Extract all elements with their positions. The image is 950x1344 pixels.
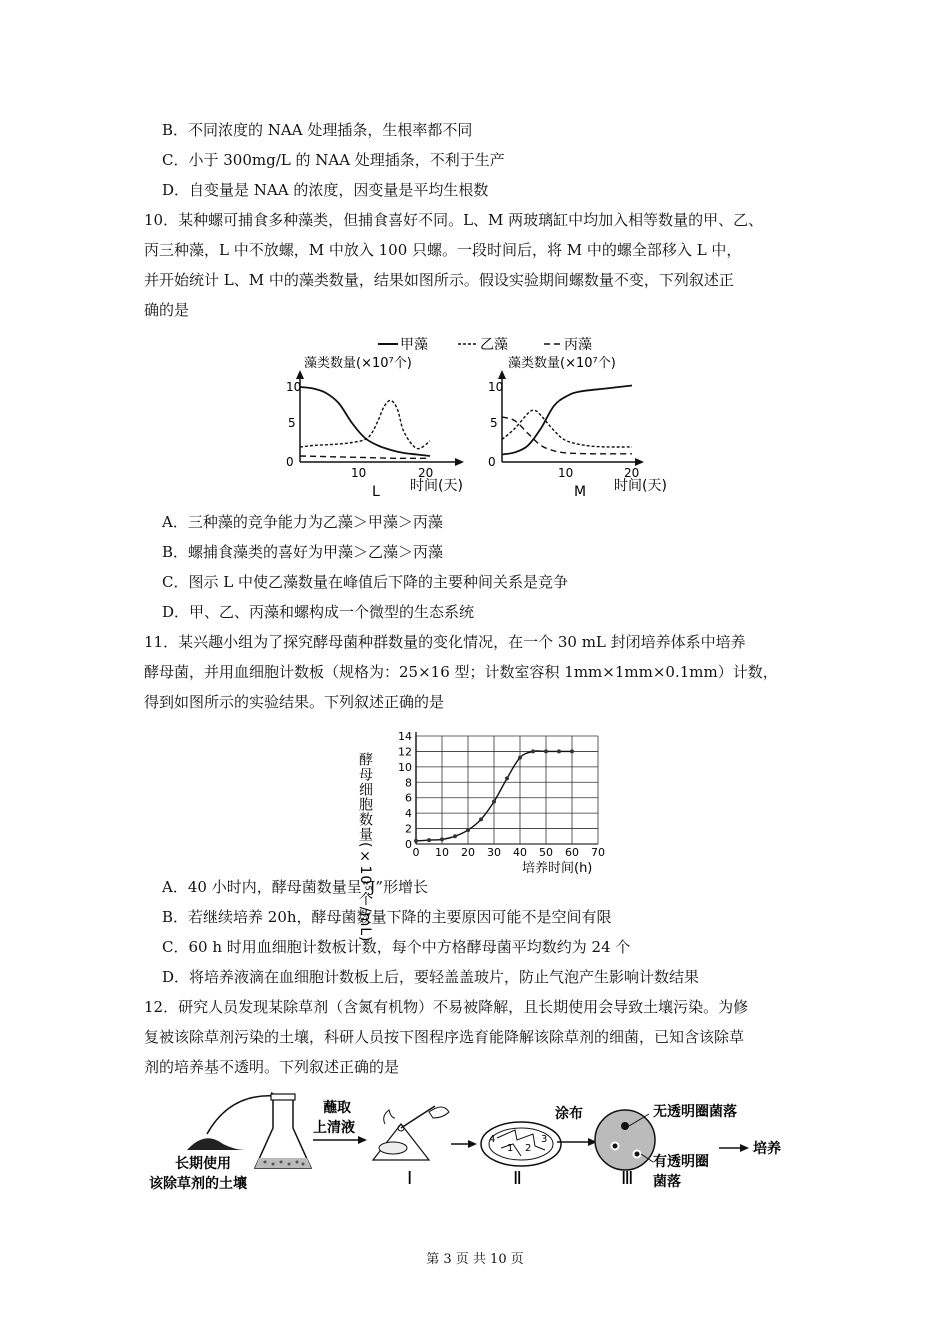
- halo-label: 有透明圈: [653, 1154, 709, 1170]
- halo-label: 菌落: [653, 1174, 681, 1190]
- q10-option-d: D．甲、乙、丙藻和螺构成一个微型的生态系统: [162, 603, 475, 621]
- step-label: Ⅰ: [407, 1168, 413, 1189]
- step-label: Ⅱ: [513, 1168, 522, 1189]
- spread-label: 涂布: [555, 1106, 583, 1122]
- y-tick-label: 10: [286, 380, 302, 394]
- x-tick-label: 20: [418, 466, 434, 480]
- y-tick-label: 0: [488, 455, 496, 469]
- bacteria-screening-diagram: [145, 1088, 805, 1208]
- data-point: [466, 828, 470, 832]
- data-point: [453, 834, 457, 838]
- dish-number: 3: [541, 1134, 548, 1145]
- q11-stem-line: 酵母菌，并用血细胞计数板（规格为：25×16 型；计数室容积 1mm×1mm×0.1mm）计数，: [144, 663, 778, 681]
- legend-label: 乙藻: [480, 337, 508, 353]
- series-line-丙藻: [502, 417, 632, 454]
- legend-label: 丙藻: [564, 337, 592, 353]
- colony-plate-icon: [595, 1110, 655, 1170]
- q11-stem-line: 得到如图所示的实验结果。下列叙述正确的是: [144, 693, 445, 711]
- soil-label: 该除草剂的土壤: [149, 1176, 247, 1192]
- step-label: Ⅲ: [621, 1168, 634, 1189]
- y-tick-label: 2: [405, 822, 412, 836]
- q11-option-d: D．将培养液滴在血细胞计数板上后，要轻盖盖玻片，防止气泡产生影响计数结果: [162, 968, 700, 986]
- y-tick-label: 10: [398, 760, 412, 774]
- data-point: [557, 749, 561, 753]
- data-point: [427, 838, 431, 842]
- q10-stem-line: 丙三种藻，L 中不放螺，M 中放入 100 只螺。一段时间后，将 M 中的螺全部移入 L 中，: [144, 241, 742, 259]
- legend-label: 甲藻: [400, 337, 428, 353]
- page-footer: 第 3 页 共 10 页: [426, 1252, 524, 1267]
- soil-mound-icon: [187, 1138, 245, 1150]
- q9-option-d: D．自变量是 NAA 的浓度，因变量是平均生根数: [162, 181, 489, 199]
- dip-label: 上清液: [313, 1120, 355, 1136]
- dish-number: 4: [489, 1134, 496, 1145]
- y-tick-label: 0: [286, 455, 294, 469]
- q9-option-b: B．不同浓度的 NAA 处理插条，生根率都不同: [162, 121, 473, 139]
- data-point: [440, 837, 444, 841]
- series-line-甲藻: [300, 387, 430, 456]
- series-line-乙藻: [502, 410, 632, 447]
- q11-stem-line: 11．某兴趣小组为了探究酵母菌种群数量的变化情况，在一个 30 mL 封闭培养体系中培养: [144, 633, 746, 651]
- data-point: [479, 817, 483, 821]
- chart-legend: [378, 336, 592, 353]
- algae-chart-figure: [282, 330, 682, 506]
- dish-number: 2: [525, 1143, 532, 1154]
- x-tick-label: 70: [591, 846, 605, 859]
- y-axis-label: 藻类数量(×10⁷个): [508, 356, 616, 371]
- y-tick-label: 0: [405, 838, 412, 851]
- chart-l: [286, 355, 464, 500]
- culture-label: 培养: [753, 1141, 781, 1157]
- x-tick-label: 10: [558, 466, 574, 480]
- y-tick-label: 4: [405, 807, 412, 821]
- q10-option-a: A．三种藻的竞争能力为乙藻＞甲藻＞丙藻: [162, 513, 443, 531]
- x-tick-label: 40: [513, 846, 527, 859]
- q10-option-b: B．螺捕食藻类的喜好为甲藻＞乙藻＞丙藻: [162, 543, 444, 561]
- q10-stem-line: 确的是: [144, 301, 190, 319]
- chart-title: L: [372, 484, 380, 500]
- y-tick-label: 8: [405, 776, 412, 790]
- flask-icon: [255, 1094, 311, 1168]
- y-axis-label: 藻类数量(×10⁷个): [304, 356, 412, 371]
- data-point: [544, 749, 548, 753]
- q12-stem-line: 剂的培养基不透明。下列叙述正确的是: [144, 1058, 400, 1076]
- inoculation-icon: [373, 1106, 449, 1160]
- dish-number: 1: [507, 1143, 514, 1154]
- x-tick-label: 10: [351, 466, 367, 480]
- x-tick-label: 30: [487, 846, 501, 859]
- q11-option-b: B．若继续培养 20h，酵母菌数量下降的主要原因可能不是空间有限: [162, 908, 612, 926]
- arrow-icon: [468, 1140, 477, 1148]
- x-axis-label: 培养时间(h): [522, 861, 593, 876]
- data-point: [492, 800, 496, 804]
- x-tick-label: 60: [565, 846, 579, 859]
- q10-option-c: C．图示 L 中使乙藻数量在峰值后下降的主要种间关系是竞争: [162, 573, 568, 591]
- q10-stem-line: 并开始统计 L、M 中的藻类数量，结果如图所示。假设实验期间螺数量不变，下列叙述正: [144, 271, 734, 289]
- data-point: [505, 776, 509, 780]
- data-point: [518, 756, 522, 760]
- series-line-丙藻: [300, 456, 430, 458]
- x-tick-label: 20: [624, 466, 640, 480]
- transfer-arrow-icon: [207, 1096, 275, 1134]
- dip-label: 蘸取: [323, 1100, 351, 1116]
- streak-plate-icon: [481, 1122, 561, 1166]
- x-tick-label: 10: [435, 846, 449, 859]
- chart-m: [488, 355, 667, 500]
- y-tick-label: 10: [488, 380, 504, 394]
- chart-title: M: [574, 484, 587, 500]
- no-halo-label: 无透明圈菌落: [653, 1104, 737, 1120]
- x-axis-label: 时间(天): [614, 478, 667, 494]
- y-tick-label: 12: [398, 745, 412, 759]
- q9-option-c: C．小于 300mg/L 的 NAA 处理插条，不利于生产: [162, 151, 505, 169]
- y-tick-label: 6: [405, 791, 412, 805]
- q12-stem-line: 复被该除草剂污染的土壤，科研人员按下图程序选育能降解该除草剂的细菌，已知含该除草: [144, 1028, 745, 1046]
- arrow-icon: [740, 1144, 749, 1152]
- y-axis-label: 酵母细胞数量(×10⁵个/mL): [357, 752, 373, 943]
- y-tick-label: 14: [398, 730, 412, 743]
- x-tick-label: 50: [539, 846, 553, 859]
- arrow-icon: [358, 1136, 367, 1144]
- q11-option-c: C．60 h 时用血细胞计数板计数，每个中方格酵母菌平均数约为 24 个: [162, 938, 631, 956]
- x-tick-label: 0: [412, 846, 420, 859]
- x-tick-label: 20: [461, 846, 475, 859]
- series-line-乙藻: [300, 400, 430, 448]
- data-point: [414, 839, 418, 843]
- y-tick-label: 5: [490, 416, 498, 430]
- x-axis-label: 时间(天): [410, 478, 463, 494]
- data-point: [531, 749, 535, 753]
- data-point: [570, 749, 574, 753]
- soil-label: 长期使用: [175, 1156, 231, 1172]
- q12-stem-line: 12．研究人员发现某除草剂（含氮有机物）不易被降解，且长期使用会导致土壤污染。为修: [144, 998, 749, 1016]
- y-tick-label: 5: [288, 416, 296, 430]
- q10-stem-line: 10．某种螺可捕食多种藻类，但捕食喜好不同。L、M 两玻璃缸中均加入相等数量的甲、乙、: [144, 211, 764, 229]
- q11-option-a: A．40 小时内，酵母菌数量呈“J”形增长: [162, 878, 429, 896]
